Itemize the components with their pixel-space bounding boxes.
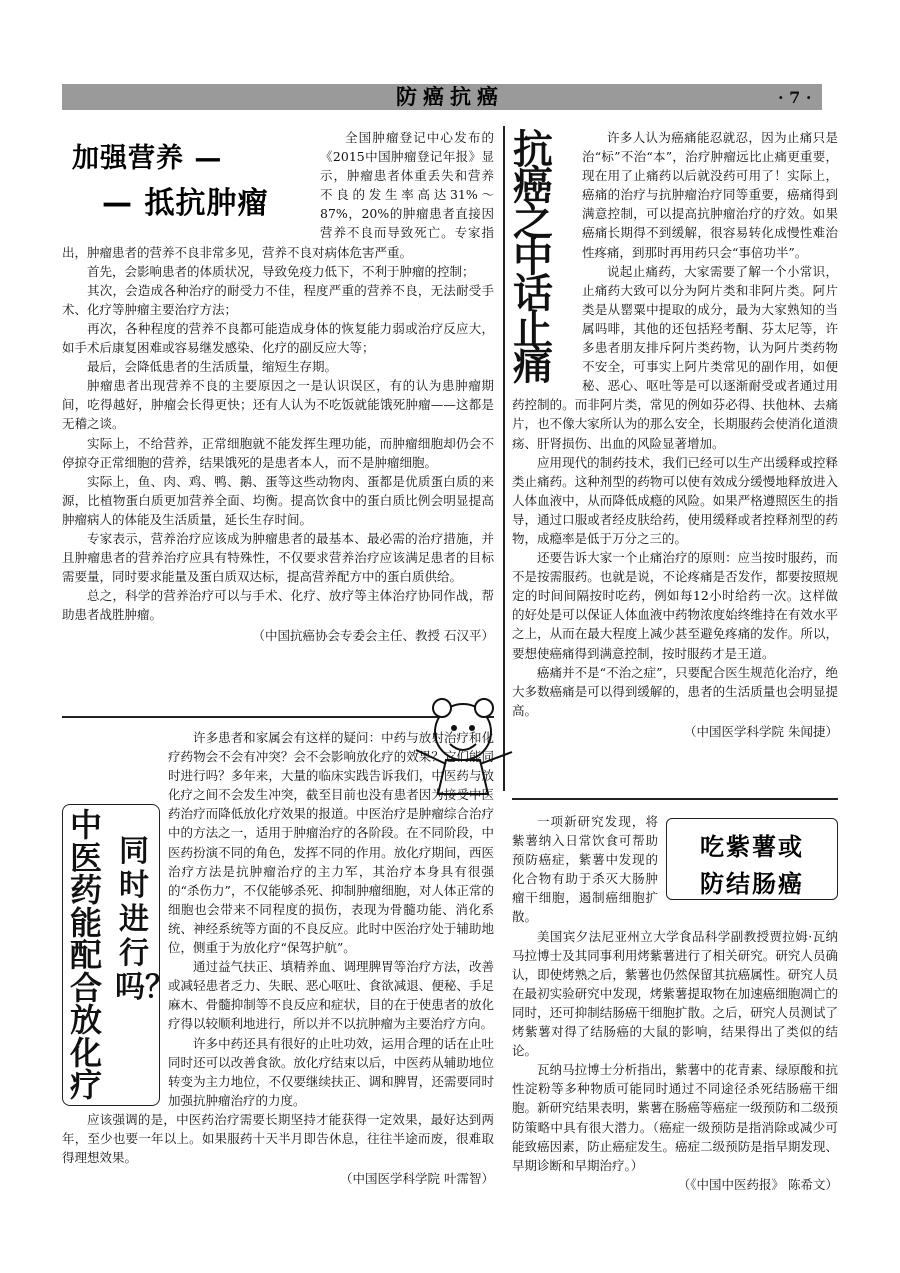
- paragraph: 还要告诉大家一个止痛治疗的原则：应当按时服药，而不是按需服药。也就是说，不论疼痛是否发作，都要按照规定的时间间隔按时吃药，例如每12小时给药一次。这样做的好处是可以保证人体血液中药物浓度始终维持在有效水平之上，从而在最大程度上减少甚至避免疼痛的发作。所以，要想使癌痛得到满意控制，按时服药才是王道。: [512, 550, 838, 661]
- paragraph: 应该强调的是，中医药治疗需要长期坚持才能获得一定效果，最好达到两年，至少也要一年以上。如果服药十天半月即告休息，往往半途而废，很难取得理想效果。: [62, 1111, 494, 1166]
- paragraph: 美国宾夕法尼亚州立大学食品科学副教授贾拉姆·瓦纳马拉博士及其同事利用烤紫薯进行了相关研究。研究人员确认，即使烤熟之后，紫薯也仍然保留其抗癌属性。研究人员在最初实验研究中发现，烤紫薯提取物在加速癌细胞凋亡的同时，还可抑制结肠癌干细胞扩散。之后，研究人员测试了烤紫薯对得了结肠癌的大鼠的影响，结果得出了类似的结论。: [512, 928, 838, 1059]
- paragraph: 一项新研究发现，将紫薯纳入日常饮食可帮助预防癌症，紫薯中发现的化合物有助于杀灭大肠肿瘤干细胞，遏制癌细胞扩散。: [512, 814, 658, 925]
- divider: [512, 798, 838, 800]
- byline: （《中国中医药报》 陈希文）: [677, 1176, 838, 1192]
- vertical-title: 抗癌之中话止痛: [513, 127, 553, 389]
- article-tcm: [62, 728, 494, 1268]
- paragraph: 肿瘤患者出现营养不良的主要原因之一是认识误区，有的认为患肿瘤期间，吃得越好，肿瘤会长得更快；还有人认为不吃饭就能饿死肿瘤——这都是无稽之谈。: [62, 378, 494, 432]
- paragraph: 癌痛并不是“不治之症”，只要配合医生规范化治疗，绝大多数癌痛是可以得到缓解的，患者的生活质量也会明显提高。: [512, 664, 838, 718]
- paragraph: 应用现代的制药技术，我们已经可以生产出缓释或控释类止痛药。这种剂型的药物可以使有效成分缓慢地释放进入人体血液中，从而降低成瘾的风险。如果严格遵照医生的指导，通过口服或者经皮肤给药，使用缓释或者控释剂型的药物，成瘾率是低于万分之三的。: [512, 454, 838, 546]
- vertical-title-left: 中医药能配合放化疗: [69, 806, 102, 1104]
- byline: （中国抗癌协会专委会主任、教授 石汉平）: [252, 628, 494, 644]
- title-line-1: 加强营养 —: [72, 143, 223, 174]
- article-pain-title: [512, 128, 574, 390]
- title-line-1: 吃紫薯或: [700, 833, 804, 861]
- page-number: · 7 ·: [778, 88, 812, 107]
- paragraph: 许多中药还具有很好的止吐功效，运用合理的话在止吐同时还可以改善食欲。放化疗结束以后，中医药从辅助地位转变为主力地位，不仅要继续扶正、调和脾胃，还需要同时加强抗肿瘤治疗的力度。: [168, 1035, 494, 1108]
- article-purple-potato: [512, 812, 838, 1262]
- byline: （中国医学科学院 叶霈智）: [340, 1171, 494, 1187]
- title-line-2: 防结肠癌: [700, 870, 804, 898]
- paragraph: 说起止痛药，大家需要了解一个小常识，止痛药大致可以分为阿片类和非阿片类。阿片类是从罂粟中提取的成分，最为大家熟知的当属吗啡，其他的还包括羟考酮、芬太尼等，许多患者朋友排斥阿片类药物，认为阿片类药物不安全，可事实上阿片类常见的副作用，如便秘、恶心、呕吐等是可以逐渐耐受或者通过用药控制的。而非阿片类，常见的例如芬必得、扶他林、去痛片，也不像大家所认为的那么安全，长期服药会使消化道溃疡、肝肾损伤、出血的风险显著增加。: [512, 263, 838, 451]
- paragraph: 许多人认为癌痛能忍就忍，因为止痛只是治“标”不治“本”，治疗肿瘤远比止痛更重要，现在用了止痛药以后就没药可用了！实际上，癌痛的治疗与抗肿瘤治疗同等重要，癌痛得到满意控制，可以提高抗肿瘤治疗的疗效。如果癌痛长期得不到缓解，很容易转化成慢性难治性疼痛，到那时再用药只会“事倍功半”。: [582, 130, 838, 260]
- section-title: 防癌抗癌: [396, 85, 504, 109]
- paragraph: 首先，会影响患者的体质状况，导致免疫力低下，不利于肿瘤的控制；: [87, 263, 475, 279]
- title-line-2: — 抵抗肿瘤: [102, 186, 269, 221]
- paragraph: 许多患者和家属会有这样的疑问：中药与放射治疗和化疗药物会不会有冲突？会不会影响放化疗的效果？它们能同时进行吗？多年来，大量的临床实践告诉我们，中医药与放化疗之间不会发生冲突，截至目前也没有患者因为接受中医药治疗而降低放化疗效果的报道。中医治疗是肿瘤综合治疗中的方法之一，适用于肿瘤治疗的各阶段。在不同阶段，中医药扮演不同的角色，发挥不同的作用。放化疗期间，西医治疗方法是抗肿瘤治疗的主力军，其治疗本身具有很强的“杀伤力”，不仅能够杀死、抑制肿瘤细胞，对人体正常的细胞也会带来不同程度的损伤，表现为骨髓功能、消化系统、神经系统等方面的不良反应。此时中医治疗处于辅助地位，侧重于为放化疗“保驾护航”。: [168, 730, 494, 956]
- paragraph: 瓦纳马拉博士分析指出，紫薯中的花青素、绿原酸和抗性淀粉等多种物质可能同时通过不同途径杀死结肠癌干细胞。新研究结果表明，紫薯在肠癌等癌症一级预防和二级预防策略中具有很大潜力。（癌症一级预防是指消除或减少可能致癌因素，防止癌症发生。癌症二级预防是指早期发现、早期诊断和早期治疗。）: [512, 1062, 838, 1173]
- paragraph: 全国肿瘤登记中心发布的《2015中国肿瘤登记年报》显示，肿瘤患者体重丢失和营养不良的发生率高达31%～87%，20%的肿瘤患者直接因营养不良而导致死亡。专家指出，肿瘤患者的营养不良非常多见，营养不良对病体危害严重。: [62, 130, 494, 260]
- article-tcm-title: [62, 804, 175, 1106]
- paragraph: 最后，会降低患者的生活质量，缩短生存期。: [87, 359, 338, 375]
- article-nutrition: [62, 128, 494, 708]
- paragraph: 其次，会造成各种治疗的耐受力不佳，程度严重的营养不良，无法耐受手术、化疗等肿瘤主要治疗方法；: [62, 282, 494, 317]
- article-pain: [512, 128, 838, 788]
- paragraph: 再次，各种程度的营养不良都可能造成身体的恢复能力弱或治疗反应大，如手术后康复困难或容易继发感染、化疗的副反应大等；: [62, 320, 494, 356]
- article-nutrition-title: [62, 128, 312, 228]
- article-purple-potato-title: [666, 818, 838, 900]
- paragraph: 通过益气扶正、填精养血、调理脾胃等治疗方法，改善或减轻患者乏力、失眠、恶心呕吐、食欲减退、便秘、手足麻木、骨髓抑制等不良反应和症状，目的在于使患者的放化疗得以较顺利地进行，所以并不以抗肿瘤为主要治疗方向。: [168, 959, 494, 1032]
- paragraph: 实际上，鱼、肉、鸡、鸭、鹅、蛋等这些动物肉、蛋都是优质蛋白质的来源，比植物蛋白质更加营养全面、均衡。提高饮食中的蛋白质比例会明显提高肿瘤病人的体能及生活质量，延长生存时间。: [62, 473, 494, 527]
- paragraph: 专家表示，营养治疗应该成为肿瘤患者的最基本、最必需的治疗措施，并且肿瘤患者的营养治疗应具有特殊性，不仅要求营养治疗应该满足患者的目标需要量，同时要求能量及蛋白质双达标，提高营养配方中的蛋白质供给。: [62, 530, 494, 585]
- paragraph: 总之，科学的营养治疗可以与手术、化疗、放疗等主体治疗协同作战，帮助患者战胜肿瘤。: [62, 588, 494, 623]
- paragraph: 实际上，不给营养，正常细胞就不能发挥生理功能，而肿瘤细胞却仍会不停掠夺正常细胞的营养，结果饿死的是患者本人，而不是肿瘤细胞。: [62, 435, 494, 470]
- vertical-title-right: 同时进行吗？: [115, 834, 175, 1005]
- byline: （中国医学科学院 朱闻捷）: [684, 723, 838, 739]
